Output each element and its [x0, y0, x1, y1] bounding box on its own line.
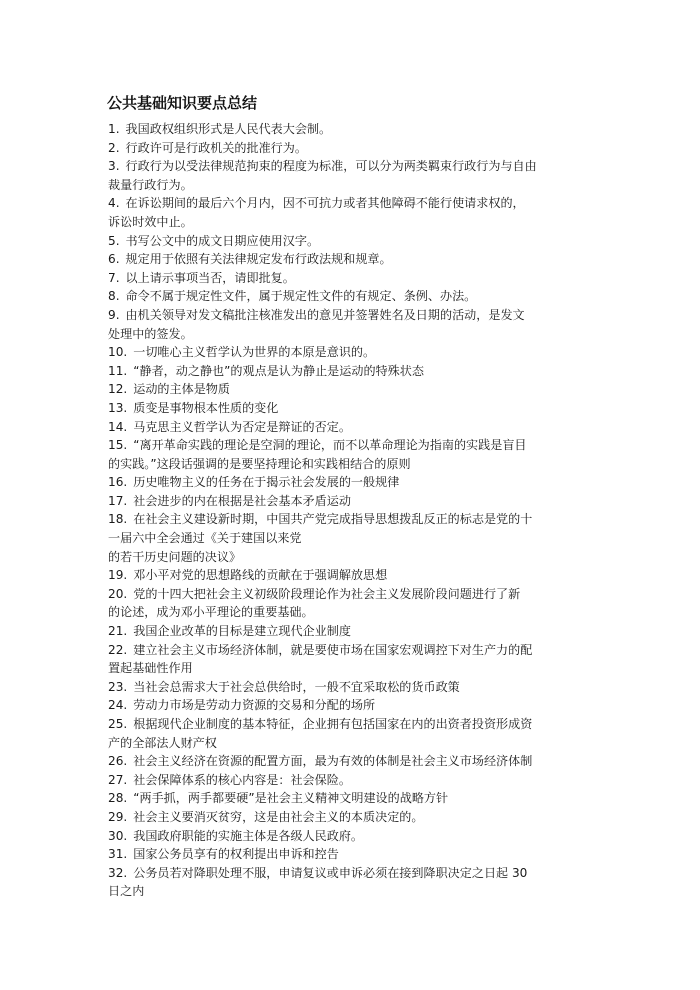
list-item — [108, 585, 600, 622]
list-item-number: 16. — [108, 475, 128, 490]
list-item-line — [108, 213, 600, 232]
list-item-text: 规定用于依照有关法律规定发布行政法规和规章。 — [125, 252, 392, 267]
list-item-text: “离开革命实践的理论是空洞的理论，而不以革命理论为指南的实践是盲目 — [133, 438, 527, 453]
list-item-number: 14. — [108, 419, 128, 434]
list-item — [108, 473, 600, 492]
list-item-number: 10. — [108, 345, 128, 360]
list-item — [108, 641, 600, 678]
list-item-text: 社会进步的内在根据是社会基本矛盾运动 — [133, 493, 351, 508]
list-item-number: 32. — [108, 865, 128, 880]
list-item-line — [108, 659, 600, 678]
list-item — [108, 566, 600, 585]
list-item-number: 26. — [108, 754, 128, 769]
list-item-line — [108, 734, 600, 753]
list-item-line — [108, 603, 600, 622]
list-item-text: 行政行为以受法律规范拘束的程度为标准，可以分为两类羁束行政行为与自由 — [125, 159, 537, 174]
list-item-line — [108, 287, 600, 306]
list-item-number: 12. — [108, 382, 128, 397]
list-item-number: 19. — [108, 568, 128, 583]
list-item-number: 30. — [108, 828, 128, 843]
list-item-number: 29. — [108, 809, 128, 824]
list-item-text: 我国政府职能的实施主体是各级人民政府。 — [133, 828, 364, 843]
list-item-line — [108, 436, 600, 455]
list-item — [108, 287, 600, 306]
list-item-line — [108, 641, 600, 660]
list-item-line — [108, 622, 600, 641]
list-item-text: 社会主义经济在资源的配置方面，最为有效的体制是社会主义市场经济体制 — [133, 754, 533, 769]
list-item — [108, 715, 600, 752]
list-item-number: 28. — [108, 791, 128, 806]
list-item-text: 我国政权组织形式是人民代表大会制。 — [125, 122, 332, 136]
list-item-line — [108, 566, 600, 585]
list-item-number: 1. — [108, 122, 120, 136]
list-item — [108, 362, 600, 381]
list-item-line — [108, 548, 600, 567]
list-item-line — [108, 232, 600, 251]
list-item-text: 的论述，成为邓小平理论的重要基础。 — [108, 605, 314, 620]
list-item-text: 质变是事物根本性质的变化 — [133, 400, 279, 415]
list-item-line — [108, 269, 600, 288]
list-item-text: 日之内 — [108, 884, 145, 899]
list-item-number: 4. — [108, 196, 120, 211]
list-item-text: 在诉讼期间的最后六个月内，因不可抗力或者其他障碍不能行使请求权的， — [125, 196, 525, 211]
list-item-text: 的若干历史问题的决议》 — [108, 549, 242, 564]
list-item-number: 9. — [108, 307, 120, 322]
list-item-number: 6. — [108, 252, 120, 267]
list-item — [108, 269, 600, 288]
list-item — [108, 808, 600, 827]
list-item — [108, 139, 600, 158]
list-item-line — [108, 864, 600, 883]
list-item-text: 运动的主体是物质 — [133, 382, 230, 397]
list-item-line — [108, 678, 600, 697]
list-item-line — [108, 157, 600, 176]
list-item-line — [108, 343, 600, 362]
list-item-number: 15. — [108, 438, 128, 453]
list-item-text: 公务员若对降职处理不服，申请复议或申诉必须在接到降职决定之日起 30 — [133, 865, 528, 880]
list-item — [108, 343, 600, 362]
list-item-text: 我国企业改革的目标是建立现代企业制度 — [133, 624, 351, 639]
list-item-text: 命令不属于规定性文件，属于规定性文件的有规定、条例、办法。 — [125, 289, 477, 304]
list-item-number: 27. — [108, 772, 128, 787]
list-item — [108, 157, 600, 194]
list-item — [108, 510, 600, 566]
list-item-text: 社会保障体系的核心内容是：社会保险。 — [133, 772, 351, 787]
list-item — [108, 678, 600, 697]
list-item-text: 一届六中全会通过《关于建国以来党 — [108, 531, 302, 546]
list-item-text: 产的全部法人财产权 — [108, 735, 217, 750]
list-item-line — [108, 771, 600, 790]
list-item — [108, 492, 600, 511]
list-item-text: 邓小平对党的思想路线的贡献在于强调解放思想 — [133, 568, 388, 583]
list-item — [108, 845, 600, 864]
list-item-line — [108, 715, 600, 734]
list-item-line — [108, 696, 600, 715]
list-item-line — [108, 827, 600, 846]
list-item — [108, 232, 600, 251]
list-item-number: 25. — [108, 717, 128, 731]
list-item-text: 的实践。”这段话强调的是要坚持理论和实践相结合的原则 — [108, 456, 411, 471]
list-item-line — [108, 752, 600, 771]
list-item-line — [108, 250, 600, 269]
list-item-line — [108, 845, 600, 864]
list-item-number: 2. — [108, 140, 120, 155]
list-item-text: 党的十四大把社会主义初级阶段理论作为社会主义发展阶段问题进行了新 — [133, 586, 521, 601]
list-item-line — [108, 399, 600, 418]
list-item-line — [108, 789, 600, 808]
list-item-text: 裁量行政行为。 — [108, 177, 193, 192]
list-item-line — [108, 808, 600, 827]
list-item-line — [108, 585, 600, 604]
list-item-line — [108, 418, 600, 437]
list-item — [108, 436, 600, 473]
list-item-line — [108, 139, 600, 158]
list-item-text: 当社会总需求大于社会总供给时，一般不宜采取松的货币政策 — [133, 679, 460, 694]
list-item-text: 建立社会主义市场经济体制，就是要使市场在国家宏观调控下对生产力的配 — [133, 642, 533, 657]
list-item-number: 8. — [108, 289, 120, 304]
list-item-text: 诉讼时效中止。 — [108, 214, 193, 229]
list-item-text: 社会主义要消灭贫穷，这是由社会主义的本质决定的。 — [133, 809, 424, 824]
list-item-text: 一切唯心主义哲学认为世界的本原是意识的。 — [133, 345, 376, 360]
list-item-number: 17. — [108, 493, 128, 508]
list-item-line — [108, 306, 600, 325]
list-item — [108, 771, 600, 790]
list-item-line — [108, 510, 600, 529]
list-item-line — [108, 120, 600, 139]
list-item — [108, 827, 600, 846]
list-item — [108, 789, 600, 808]
list-item-line — [108, 325, 600, 344]
list-item-text: 根据现代企业制度的基本特征，企业拥有包括国家在内的出资者投资形成资 — [133, 717, 533, 731]
list-item-text: 在社会主义建设新时期，中国共产党完成指导思想拨乱反正的标志是党的十 — [133, 512, 533, 527]
list-item — [108, 752, 600, 771]
list-item-text: 处理中的签发。 — [108, 326, 193, 341]
list-item — [108, 622, 600, 641]
list-item-number: 7. — [108, 270, 120, 285]
list-item — [108, 120, 600, 139]
list-item-text: 书写公文中的成文日期应使用汉字。 — [125, 233, 320, 248]
list-item-number: 5. — [108, 233, 120, 248]
document-title: 公共基础知识要点总结 — [107, 94, 258, 112]
list-item-number: 24. — [108, 698, 128, 713]
list-item-line — [108, 492, 600, 511]
list-item-line — [108, 380, 600, 399]
list-item — [108, 380, 600, 399]
list-item-text: 马克思主义哲学认为否定是辩证的否定。 — [133, 419, 351, 434]
list-item-line — [108, 473, 600, 492]
list-item-number: 11. — [108, 363, 128, 378]
list-item — [108, 250, 600, 269]
list-item-number: 21. — [108, 624, 128, 639]
list-item-text: 历史唯物主义的任务在于揭示社会发展的一般规律 — [133, 475, 400, 490]
list-item-number: 22. — [108, 642, 128, 657]
list-item-text: 置起基础性作用 — [108, 661, 193, 676]
list-item-text: “静者，动之静也”的观点是认为静止是运动的特殊状态 — [133, 363, 424, 378]
list-item — [108, 306, 600, 343]
list-item-number: 18. — [108, 512, 128, 527]
list-item-line — [108, 882, 600, 901]
list-item-text: 行政许可是行政机关的批准行为。 — [125, 140, 307, 155]
list-item-line — [108, 529, 600, 548]
list-item-number: 20. — [108, 586, 128, 601]
list-item-number: 13. — [108, 400, 128, 415]
list-item-text: 劳动力市场是劳动力资源的交易和分配的场所 — [133, 698, 376, 713]
knowledge-point-list — [108, 120, 600, 901]
list-item — [108, 194, 600, 231]
list-item-text: 国家公务员享有的权利提出申诉和控告 — [133, 847, 339, 862]
list-item-text: 由机关领导对发文稿批注核准发出的意见并签署姓名及日期的活动，是发文 — [125, 307, 525, 322]
list-item-line — [108, 176, 600, 195]
list-item-text: 以上请示事项当否，请即批复。 — [125, 270, 295, 285]
list-item — [108, 418, 600, 437]
list-item-line — [108, 194, 600, 213]
list-item-number: 23. — [108, 679, 128, 694]
list-item-line — [108, 455, 600, 474]
list-item-number: 31. — [108, 847, 128, 862]
list-item-number: 3. — [108, 159, 120, 174]
list-item — [108, 696, 600, 715]
list-item-text: “两手抓，两手都要硬”是社会主义精神文明建设的战略方针 — [133, 791, 449, 806]
list-item — [108, 399, 600, 418]
list-item-line — [108, 362, 600, 381]
list-item — [108, 864, 600, 901]
